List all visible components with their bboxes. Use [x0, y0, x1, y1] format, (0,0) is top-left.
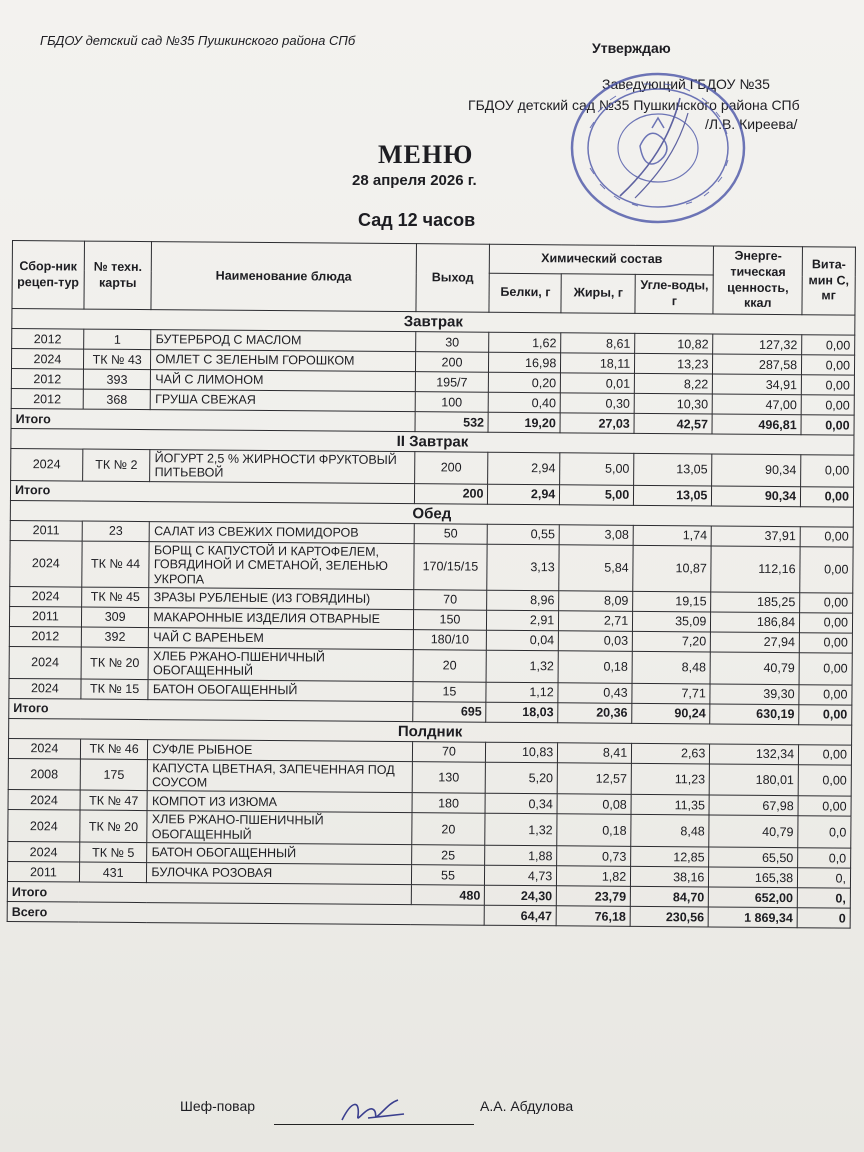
- output-cell: 20: [411, 813, 485, 845]
- grand-total-carbs-cell: 230,56: [630, 907, 708, 928]
- recipe-collection-cell: 2024: [10, 586, 82, 607]
- col-energy: Энерге-тическая ценность, ккал: [713, 246, 802, 315]
- energy-cell: 34,91: [713, 374, 802, 395]
- dish-name-cell: ОМЛЕТ С ЗЕЛЕНЫМ ГОРОШКОМ: [151, 350, 415, 372]
- total-fat-cell: 20,36: [558, 702, 632, 723]
- approve-title: Утверждаю: [592, 40, 671, 56]
- vitamin-cell: 0,0: [798, 816, 851, 848]
- recipe-collection-cell: 2012: [12, 329, 84, 350]
- carbs-cell: 13,23: [635, 353, 713, 374]
- carbs-cell: 10,82: [635, 333, 713, 354]
- recipe-collection-cell: 2024: [8, 738, 80, 759]
- energy-cell: 67,98: [709, 795, 798, 816]
- tech-card-cell: 368: [83, 389, 151, 410]
- vitamin-cell: 0,00: [799, 633, 852, 653]
- energy-cell: 112,16: [711, 546, 800, 593]
- recipe-collection-cell: 2024: [8, 790, 80, 811]
- recipe-collection-cell: 2011: [7, 862, 79, 883]
- tech-card-cell: 309: [81, 607, 149, 628]
- section-title: Полдник: [9, 718, 852, 745]
- carbs-cell: 8,48: [632, 651, 710, 683]
- vitamin-cell: 0,00: [801, 395, 854, 415]
- output-cell: 130: [412, 761, 486, 793]
- output-cell: 180: [412, 793, 486, 814]
- recipe-collection-cell: 2024: [11, 448, 83, 480]
- total-vitamin-cell: 0,00: [801, 486, 854, 506]
- carbs-cell: 1,74: [633, 525, 711, 546]
- total-label: Итого: [10, 480, 414, 503]
- total-protein-cell: 18,03: [486, 702, 558, 723]
- tech-card-cell: ТК № 46: [80, 739, 148, 760]
- col-dish: Наименование блюда: [151, 242, 416, 312]
- output-cell: 170/15/15: [413, 543, 487, 590]
- section-title: Обед: [10, 500, 853, 527]
- tech-card-cell: ТК № 45: [81, 587, 149, 608]
- total-fat-cell: 5,00: [560, 485, 634, 506]
- total-output-cell: 532: [415, 412, 489, 433]
- total-energy-cell: 652,00: [709, 887, 798, 908]
- protein-cell: 10,83: [486, 742, 558, 763]
- fat-cell: 3,08: [559, 525, 633, 546]
- dish-name-cell: КАПУСТА ЦВЕТНАЯ, ЗАПЕЧЕННАЯ ПОД СОУСОМ: [148, 759, 412, 793]
- tech-card-cell: 1: [83, 329, 151, 350]
- dish-name-cell: БОРЩ С КАПУСТОЙ И КАРТОФЕЛЕМ, ГОВЯДИНОЙ И СМЕТАНОЙ, ЗЕЛЕНЬЮ УКРОПА: [149, 541, 413, 589]
- energy-cell: 132,34: [710, 744, 799, 765]
- tech-card-cell: ТК № 43: [83, 349, 151, 370]
- dish-name-cell: ЙОГУРТ 2,5 % ЖИРНОСТИ ФРУКТОВЫЙ ПИТЬЕВОЙ: [150, 450, 414, 484]
- output-cell: 15: [412, 681, 486, 702]
- carbs-cell: 7,71: [632, 683, 710, 704]
- energy-cell: 27,94: [711, 632, 800, 653]
- tech-card-cell: ТК № 20: [80, 810, 148, 842]
- carbs-cell: 2,63: [632, 743, 710, 764]
- dish-name-cell: БАТОН ОБОГАЩЕННЫЙ: [148, 679, 412, 701]
- menu-table-body: [7, 309, 855, 929]
- total-energy-cell: 496,81: [712, 414, 801, 435]
- tech-card-cell: ТК № 47: [80, 790, 148, 811]
- tech-card-cell: 393: [83, 369, 151, 390]
- menu-date: 28 апреля 2026 г.: [352, 172, 477, 189]
- total-fat-cell: 23,79: [557, 886, 631, 907]
- energy-cell: 185,25: [711, 592, 800, 613]
- carbs-cell: 11,23: [631, 763, 709, 795]
- total-label: Итого: [7, 882, 411, 905]
- dish-name-cell: ЗРАЗЫ РУБЛЕНЫЕ (ИЗ ГОВЯДИНЫ): [149, 587, 413, 609]
- dish-name-cell: ГРУША СВЕЖАЯ: [151, 390, 415, 412]
- protein-cell: 4,73: [485, 865, 557, 886]
- table-row: [10, 540, 853, 593]
- recipe-collection-cell: 2024: [10, 540, 82, 587]
- tech-card-cell: 392: [81, 627, 149, 648]
- grand-total-vitamin-cell: 0: [797, 908, 850, 928]
- energy-cell: 287,58: [713, 354, 802, 375]
- total-energy-cell: 630,19: [710, 704, 799, 725]
- carbs-cell: 38,16: [631, 867, 709, 888]
- dish-name-cell: МАКАРОННЫЕ ИЗДЕЛИЯ ОТВАРНЫЕ: [149, 607, 413, 629]
- dish-name-cell: ХЛЕБ РЖАНО-ПШЕНИЧНЫЙ ОБОГАЩЕННЫЙ: [147, 811, 411, 845]
- output-cell: 200: [414, 452, 488, 484]
- protein-cell: 0,40: [489, 392, 561, 413]
- approve-position: Заведующий ГБДОУ №35: [602, 76, 770, 92]
- energy-cell: 40,79: [709, 815, 798, 847]
- protein-cell: 1,62: [489, 332, 561, 353]
- protein-cell: 0,04: [487, 630, 559, 651]
- total-carbs-cell: 84,70: [630, 887, 708, 908]
- dish-name-cell: ХЛЕБ РЖАНО-ПШЕНИЧНЫЙ ОБОГАЩЕННЫЙ: [148, 647, 412, 681]
- vitamin-cell: 0,00: [802, 355, 855, 375]
- carbs-cell: 11,35: [631, 795, 709, 816]
- approve-organization: ГБДОУ детский сад №35 Пушкинского района СПб: [468, 97, 800, 113]
- total-output-cell: 480: [411, 885, 485, 906]
- col-fat: Жиры, г: [561, 274, 635, 314]
- chef-name: А.А. Абдулова: [480, 1098, 574, 1114]
- fat-cell: 0,73: [557, 846, 631, 867]
- output-cell: 180/10: [413, 630, 487, 651]
- carbs-cell: 8,48: [631, 815, 709, 847]
- menu-subtitle: Сад 12 часов: [358, 210, 476, 230]
- menu-table: [7, 240, 856, 929]
- protein-cell: 8,96: [487, 590, 559, 611]
- total-vitamin-cell: 0,00: [801, 415, 854, 435]
- recipe-collection-cell: 2024: [11, 349, 83, 370]
- fat-cell: 1,82: [557, 866, 631, 887]
- fat-cell: 2,71: [559, 611, 633, 632]
- vitamin-cell: 0,00: [800, 546, 853, 593]
- col-carbs: Угле-воды, г: [635, 274, 713, 314]
- grand-total-protein-cell: 64,47: [485, 905, 557, 926]
- carbs-cell: 7,20: [632, 631, 710, 652]
- dish-name-cell: КОМПОТ ИЗ ИЗЮМА: [147, 791, 411, 813]
- col-collection: Сбор-ник рецеп-тур: [12, 241, 84, 310]
- total-vitamin-cell: 0,00: [799, 704, 852, 724]
- dish-name-cell: ЧАЙ С ВАРЕНЬЕМ: [149, 627, 413, 649]
- vitamin-cell: 0,00: [798, 796, 851, 816]
- vitamin-cell: 0,00: [800, 613, 853, 633]
- fat-cell: 8,09: [559, 591, 633, 612]
- fat-cell: 8,41: [558, 742, 632, 763]
- col-chem: Химический состав: [490, 244, 714, 275]
- energy-cell: 186,84: [711, 612, 800, 633]
- recipe-collection-cell: 2012: [11, 368, 83, 389]
- energy-cell: 90,34: [712, 454, 801, 486]
- protein-cell: 1,32: [486, 650, 558, 682]
- tech-card-cell: ТК № 15: [81, 679, 149, 700]
- total-carbs-cell: 90,24: [632, 703, 710, 724]
- total-label: Итого: [11, 408, 415, 431]
- col-card: № техн. карты: [84, 241, 152, 310]
- dish-name-cell: САЛАТ ИЗ СВЕЖИХ ПОМИДОРОВ: [150, 521, 414, 543]
- energy-cell: 180,01: [710, 764, 799, 796]
- vitamin-cell: 0,0: [798, 848, 851, 868]
- signature-icon: [338, 1094, 408, 1128]
- carbs-cell: 13,05: [634, 453, 712, 485]
- protein-cell: 0,55: [488, 524, 560, 545]
- output-cell: 70: [412, 741, 486, 762]
- grand-total-fat-cell: 76,18: [556, 906, 630, 927]
- fat-cell: 5,00: [560, 453, 634, 485]
- recipe-collection-cell: 2011: [10, 520, 82, 541]
- vitamin-cell: 0,00: [800, 593, 853, 613]
- protein-cell: 1,88: [485, 845, 557, 866]
- tech-card-cell: 431: [79, 862, 147, 883]
- fat-cell: 0,03: [559, 631, 633, 652]
- section-title: Завтрак: [12, 309, 855, 336]
- output-cell: 200: [415, 352, 489, 373]
- energy-cell: 40,79: [710, 652, 799, 684]
- vitamin-cell: 0,00: [799, 653, 852, 685]
- section-title: II Завтрак: [11, 428, 854, 455]
- vitamin-cell: 0,00: [802, 335, 855, 355]
- energy-cell: 127,32: [713, 334, 802, 355]
- carbs-cell: 10,30: [634, 393, 712, 414]
- total-output-cell: 695: [412, 701, 486, 722]
- recipe-collection-cell: 2024: [9, 678, 81, 699]
- protein-cell: 3,13: [487, 544, 559, 591]
- output-cell: 30: [415, 332, 489, 353]
- total-carbs-cell: 42,57: [634, 413, 712, 434]
- output-cell: 25: [411, 845, 485, 866]
- output-cell: 195/7: [415, 372, 489, 393]
- fat-cell: 0,18: [558, 651, 632, 683]
- tech-card-cell: ТК № 5: [79, 842, 147, 863]
- grand-total-energy-cell: 1 869,34: [709, 907, 798, 928]
- carbs-cell: 8,22: [635, 373, 713, 394]
- carbs-cell: 19,15: [633, 591, 711, 612]
- protein-cell: 0,34: [485, 794, 557, 815]
- dish-name-cell: БАТОН ОБОГАЩЕННЫЙ: [147, 843, 411, 865]
- round-stamp-icon: [560, 68, 750, 228]
- vitamin-cell: 0,00: [800, 526, 853, 546]
- protein-cell: 1,32: [485, 814, 557, 846]
- vitamin-cell: 0,00: [801, 455, 854, 487]
- carbs-cell: 35,09: [633, 611, 711, 632]
- fat-cell: 0,18: [557, 814, 631, 846]
- fat-cell: 0,30: [560, 393, 634, 414]
- dish-name-cell: БУЛОЧКА РОЗОВАЯ: [147, 863, 411, 885]
- vitamin-cell: 0,00: [799, 744, 852, 764]
- protein-cell: 16,98: [489, 352, 561, 373]
- grand-total-label: Всего: [7, 902, 485, 926]
- output-cell: 150: [413, 610, 487, 631]
- total-protein-cell: 2,94: [488, 484, 560, 505]
- protein-cell: 1,12: [486, 682, 558, 703]
- recipe-collection-cell: 2011: [9, 606, 81, 627]
- tech-card-cell: 23: [82, 521, 150, 542]
- col-output: Выход: [415, 244, 489, 313]
- output-cell: 55: [411, 865, 485, 886]
- protein-cell: 2,91: [487, 610, 559, 631]
- dish-name-cell: СУФЛЕ РЫБНОЕ: [148, 739, 412, 761]
- document-title: МЕНЮ: [378, 140, 474, 169]
- energy-cell: 165,38: [709, 867, 798, 888]
- tech-card-cell: ТК № 20: [81, 647, 149, 679]
- energy-cell: 39,30: [710, 684, 799, 705]
- fat-cell: 0,08: [557, 794, 631, 815]
- fat-cell: 8,61: [561, 333, 635, 354]
- energy-cell: 47,00: [713, 394, 802, 415]
- total-output-cell: 200: [414, 483, 488, 504]
- output-cell: 100: [415, 392, 489, 413]
- vitamin-cell: 0,00: [801, 375, 854, 395]
- recipe-collection-cell: 2012: [9, 626, 81, 647]
- fat-cell: 0,43: [558, 682, 632, 703]
- tech-card-cell: ТК № 2: [82, 449, 150, 481]
- output-cell: 70: [413, 590, 487, 611]
- total-label: Итого: [9, 698, 413, 721]
- col-protein: Белки, г: [489, 273, 561, 313]
- organization-name: ГБДОУ детский сад №35 Пушкинского района СПб: [40, 33, 356, 48]
- carbs-cell: 10,87: [633, 545, 712, 592]
- total-energy-cell: 90,34: [712, 486, 801, 507]
- protein-cell: 5,20: [486, 762, 558, 794]
- recipe-collection-cell: 2012: [11, 388, 83, 409]
- col-vitamin: Вита-мин С, мг: [802, 247, 855, 315]
- tech-card-cell: 175: [80, 759, 148, 791]
- protein-cell: 0,20: [489, 372, 561, 393]
- vitamin-cell: 0,00: [798, 764, 851, 796]
- total-protein-cell: 19,20: [488, 412, 560, 433]
- output-cell: 50: [414, 523, 488, 544]
- tech-card-cell: ТК № 44: [82, 541, 150, 588]
- total-carbs-cell: 13,05: [634, 485, 712, 506]
- protein-cell: 2,94: [488, 452, 560, 484]
- carbs-cell: 12,85: [631, 847, 709, 868]
- fat-cell: 5,84: [559, 545, 633, 592]
- recipe-collection-cell: 2024: [8, 842, 80, 863]
- output-cell: 20: [413, 650, 487, 682]
- total-vitamin-cell: 0,: [797, 888, 850, 908]
- fat-cell: 12,57: [557, 762, 631, 794]
- recipe-collection-cell: 2008: [8, 758, 80, 790]
- dish-name-cell: ЧАЙ С ЛИМОНОМ: [151, 370, 415, 392]
- recipe-collection-cell: 2024: [9, 646, 81, 678]
- total-fat-cell: 27,03: [560, 413, 634, 434]
- energy-cell: 65,50: [709, 847, 798, 868]
- total-protein-cell: 24,30: [485, 885, 557, 906]
- vitamin-cell: 0,: [798, 868, 851, 888]
- dish-name-cell: БУТЕРБРОД С МАСЛОМ: [151, 330, 415, 352]
- approve-name: /Л.В. Киреева/: [705, 116, 798, 132]
- chef-label: Шеф-повар: [180, 1098, 256, 1114]
- fat-cell: 0,01: [561, 373, 635, 394]
- energy-cell: 37,91: [712, 526, 801, 547]
- vitamin-cell: 0,00: [799, 684, 852, 704]
- recipe-collection-cell: 2024: [8, 810, 80, 842]
- fat-cell: 18,11: [561, 353, 635, 374]
